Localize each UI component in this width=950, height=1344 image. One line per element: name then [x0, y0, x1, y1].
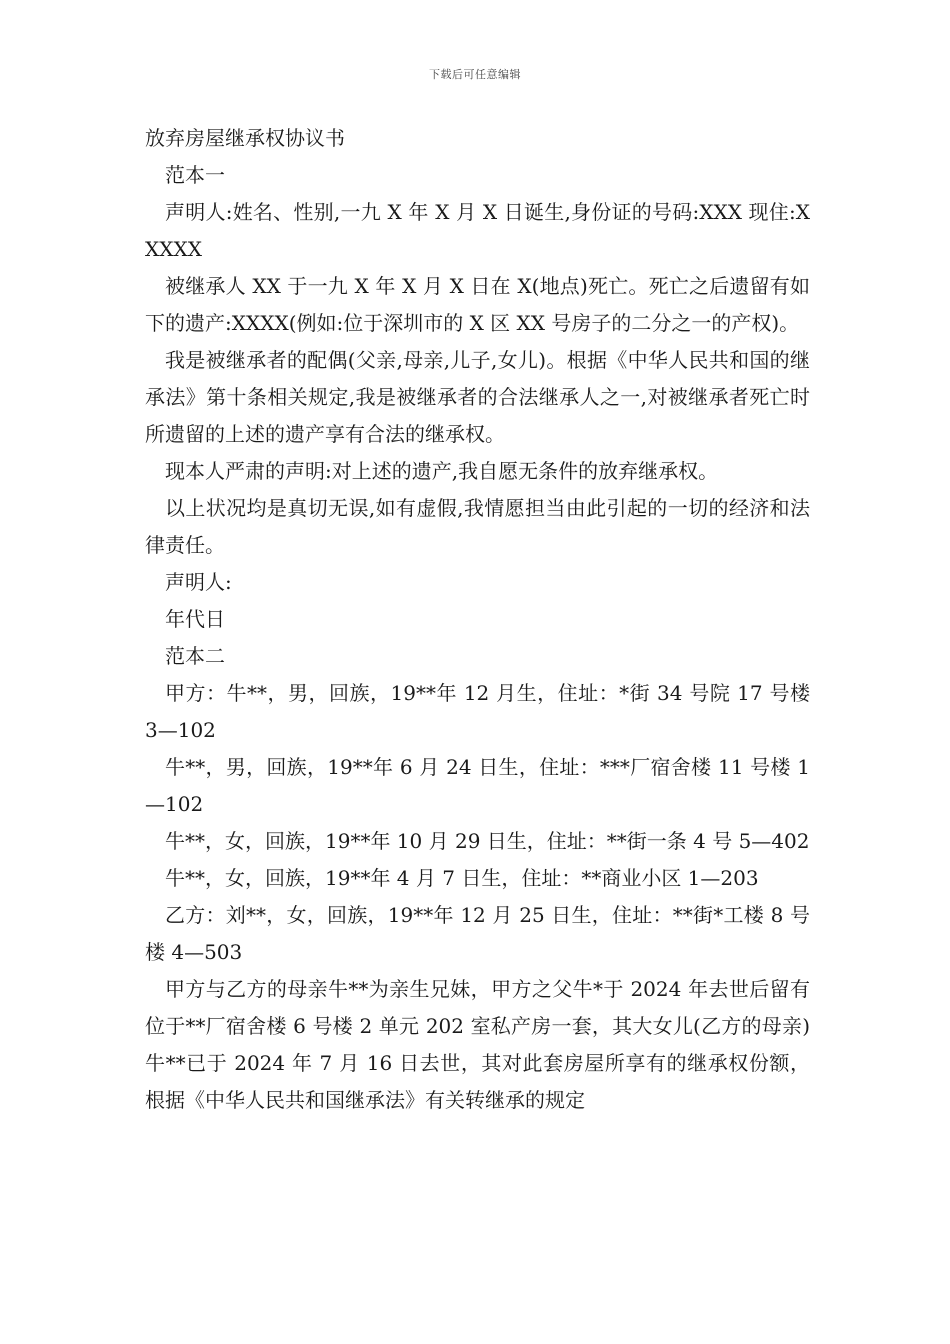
paragraph-party-a-3: 牛**，女，回族，19**年 10 月 29 日生，住址：**街一条 4 号 5—402 [165, 829, 810, 853]
paragraph-sample-one-heading: 范本一 [165, 163, 225, 187]
paragraph-declarant-info: 声明人:姓名、性别,一九 X 年 X 月 X 日诞生,身份证的号码:XXX 现住:XXXXX [145, 200, 810, 261]
paragraph-party-a-4: 牛**，女，回族，19**年 4 月 7 日生，住址：**商业小区 1—203 [165, 866, 759, 890]
paragraph-sample-two-heading: 范本二 [165, 644, 225, 668]
paragraph-renunciation-statement: 现本人严肃的声明:对上述的遗产,我自愿无条件的放弃继承权。 [165, 459, 719, 483]
paragraph-decedent-estate: 被继承人 XX 于一九 X 年 X 月 X 日在 X(地点)死亡。死亡之后遗留有如下的遗产:XXXX(例如:位于深圳市的 X 区 XX 号房子的二分之一的产权)。 [145, 274, 810, 335]
document-body [145, 120, 810, 1119]
paragraph-liability: 以上状况均是真切无误,如有虚假,我情愿担当由此引起的一切的经济和法律责任。 [145, 496, 810, 557]
page-header-note: 下载后可任意编辑 [429, 68, 521, 81]
paragraph-relationship-right: 我是被继承者的配偶(父亲,母亲,儿子,女儿)。根据《中华人民共和国的继承法》第十条相关规定,我是被继承者的合法继承人之一,对被继承者死亡时所遗留的上述的遗产享有合法的继承权。 [145, 348, 810, 446]
document-title: 放弃房屋继承权协议书 [145, 126, 345, 150]
paragraph-date-line: 年代日 [165, 607, 225, 631]
paragraph-party-a-1: 甲方：牛**，男，回族，19**年 12 月生，住址：*街 34 号院 17 号楼 3—102 [145, 681, 810, 742]
paragraph-signature-line: 声明人: [165, 570, 232, 594]
paragraph-party-a-2: 牛**，男，回族，19**年 6 月 24 日生，住址：***厂宿舍楼 11 号楼 1—102 [145, 755, 810, 816]
paragraph-party-b: 乙方：刘**，女，回族，19**年 12 月 25 日生，住址：**街*工楼 8 号楼 4—503 [145, 903, 810, 964]
paragraph-background: 甲方与乙方的母亲牛**为亲生兄妹，甲方之父牛*于 2024 年去世后留有位于**厂宿舍楼 6 号楼 2 单元 202 室私产房一套，其大女儿(乙方的母亲)牛**已于 2024 年 7 月 16 日去世，其对此套房屋所享有的继承权份额，根据《中华人民共和国继承法》有关转继承的规定 [145, 977, 810, 1112]
